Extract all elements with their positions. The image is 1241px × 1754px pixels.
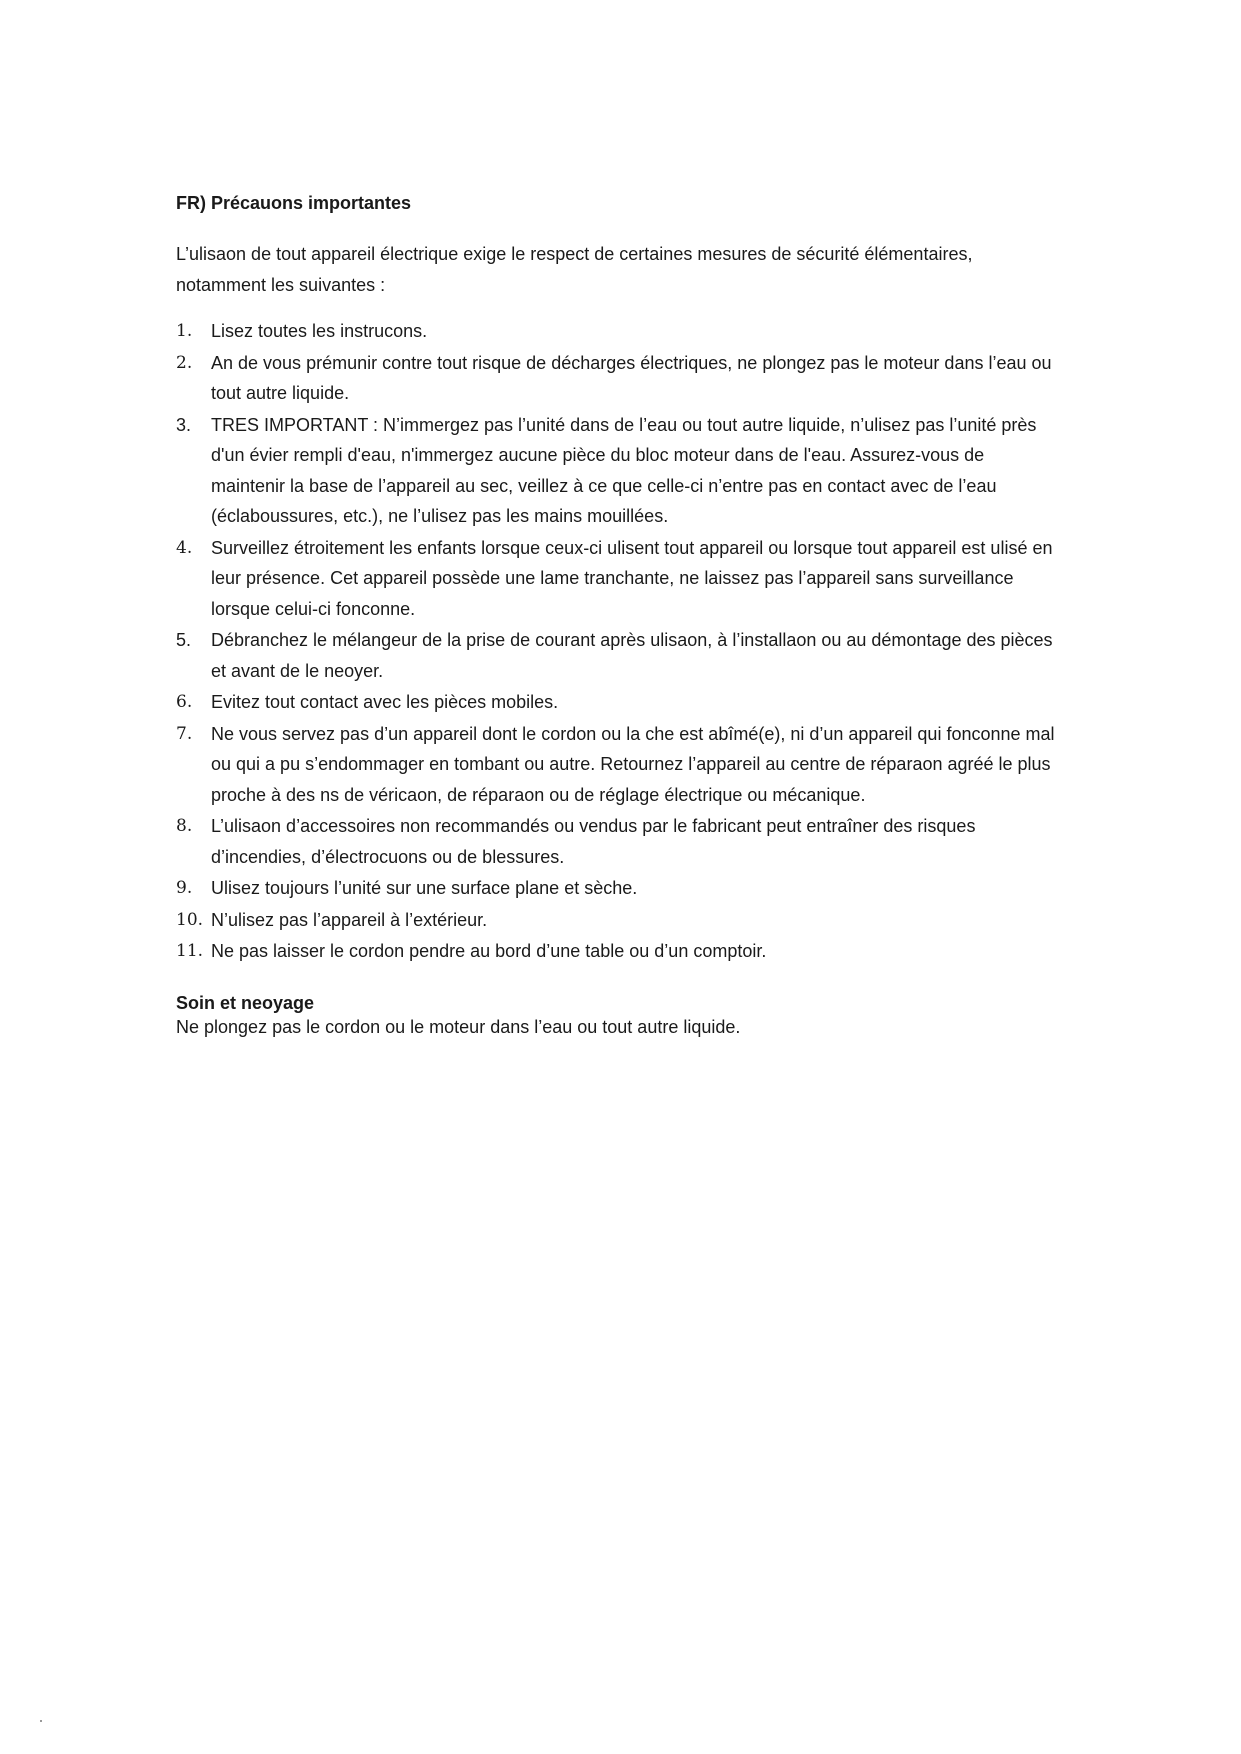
item-number: 1. [176,321,193,341]
item-text: N’ulisez pas l’appareil à l’extérieur. [211,909,488,930]
item-text: Ne pas laisser le cordon pendre au bord d’une table ou d’un comptoir. [211,941,767,961]
list-item [176,348,1056,409]
item-text: Evitez tout contact avec les pièces mobiles. [211,692,559,712]
item-text: Lisez toutes les instrucons. [211,321,428,341]
item-number: 10. [176,909,204,930]
item-number: 7. [176,723,193,744]
list-item [176,410,1056,532]
list-item [176,936,1056,967]
document-page [176,190,1056,1039]
list-item [176,687,1056,718]
list-item [176,625,1056,686]
list-item [176,905,1056,936]
item-text: An de vous prémunir contre tout risque de décharges électriques, ne plongez pas le moteur dans l’eau ou tout autre liquide. [211,352,1052,403]
item-text: Ulisez toujours l’unité sur une surface plane et sèche. [211,878,638,898]
care-section-title: Soin et neoyage [176,992,315,1013]
scan-artifact-dot [40,1720,42,1722]
intro-paragraph: L’ulisaon de tout appareil électrique exige le respect de certaines mesures de sécurité élémentaires, notamment les suivantes : [176,244,973,295]
list-item [176,873,1056,904]
list-item [176,316,1056,347]
item-text: Débranchez le mélangeur de la prise de courant après ulisaon, à l’installaon ou au démontage des pièces et avant de le neoyer. [211,630,1053,681]
item-number: 9. [176,878,193,898]
list-item [176,719,1056,811]
item-text: Surveillez étroitement les enfants lorsque ceux-ci ulisent tout appareil ou lorsque tout appareil est ulisé en leur présence. Cet appareil possède une lame tranchante, ne laissez pas l’appareil sans surveillance lorsque celui-ci fonconne. [211,537,1053,619]
item-number: 3. [176,414,192,435]
precautions-list [176,316,1056,967]
item-number: 2. [176,352,193,373]
item-text: Ne vous servez pas d’un appareil dont le cordon ou la che est abîmé(e), ni d’un appareil qui fonconne mal ou qui a pu s’endommager en tombant ou autre. Retournez l’appareil au centre de réparaon agréé le plus proche à des ns de véricaon, de réparaon ou de réglage électrique ou mécanique. [211,723,1055,805]
item-text: TRES IMPORTANT : N’immergez pas l’unité dans de l’eau ou tout autre liquide, n’ulisez pas l’unité près d'un évier rempli d'eau, n'immergez aucune pièce du bloc moteur dans de l'eau. Assurez-vous de maintenir la base de l’appareil au sec, veillez à ce que celle-ci n’entre pas en contact avec de l’eau (éclaboussures, etc.), ne l’ulisez pas les mains mouillées. [211,414,1037,526]
item-number: 6. [176,692,193,712]
care-section-body: Ne plongez pas le cordon ou le moteur dans l’eau ou tout autre liquide. [176,1016,741,1037]
item-number: 8. [176,816,193,836]
page-title: FR) Précauons importantes [176,193,412,213]
item-number: 4. [176,537,193,558]
item-text: L’ulisaon d’accessoires non recommandés ou vendus par le fabricant peut entraîner des risques d’incendies, d’électrocuons ou de blessures. [211,816,976,867]
item-number: 11. [176,941,204,961]
item-number: 5. [176,630,192,650]
list-item [176,811,1056,872]
list-item [176,533,1056,625]
